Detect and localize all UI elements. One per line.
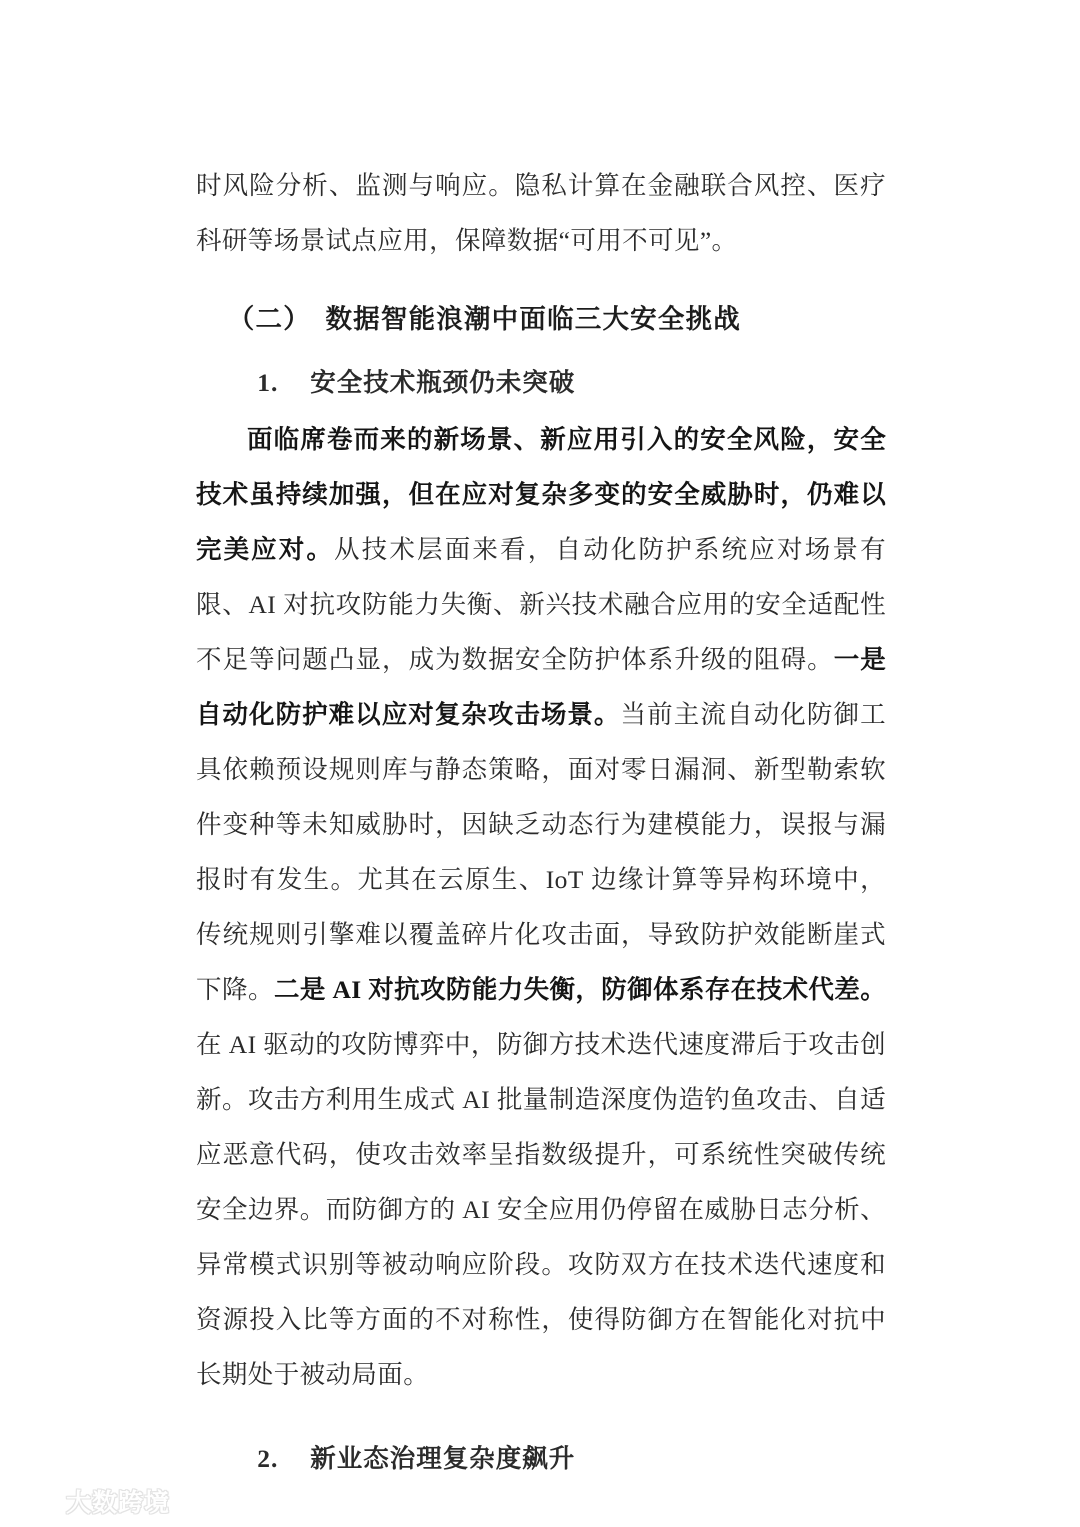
watermark-logo-icon: [18, 1487, 58, 1515]
paragraph-continued-text: 时风险分析、监测与响应。隐私计算在金融联合风控、医疗科研等场景试点应用，保障数据“可用不可见”。: [196, 171, 886, 255]
spacer: [196, 268, 886, 278]
section-heading: [196, 278, 886, 348]
paragraph-normal-run-3: 在 AI 驱动的攻防博弈中，防御方技术迭代速度滞后于攻击创新。攻击方利用生成式 AI 批量制造深度伪造钓鱼攻击、自适应恶意代码，使攻击效率呈指数级提升，可系统性突破传统安全边界。而防御方的 AI 安全应用仍停留在威胁日志分析、异常模式识别等被动响应阶段。攻防双方在技术迭代速度和资源投入比等方面的不对称性，使得防御方在智能化对抗中长期处于被动局面。: [196, 1030, 886, 1389]
paragraph-bold-run-2: 一是自动化防护难以应对复杂攻击场景。: [196, 645, 886, 729]
subsection-heading-2-number: 2.: [257, 1444, 279, 1473]
section-heading-title: 数据智能浪潮中面临三大安全挑战: [325, 304, 741, 334]
page-content: [196, 158, 886, 1488]
subsection-heading-1: [196, 348, 886, 412]
watermark: [18, 1483, 170, 1519]
subsection-heading-1-number: 1.: [257, 368, 279, 397]
subsection-heading-2-title: 新业态治理复杂度飙升: [310, 1444, 576, 1473]
paragraph-continued: [196, 158, 886, 268]
paragraph-bold-run-3: 二是 AI 对抗攻防能力失衡，防御体系存在技术代差。: [273, 975, 887, 1004]
subsection-heading-1-title: 安全技术瓶颈仍未突破: [310, 368, 576, 397]
subsection-heading-2: [196, 1424, 886, 1488]
paragraph-body-1: [196, 412, 886, 1402]
section-heading-label: （二）: [227, 304, 311, 334]
spacer: [196, 1402, 886, 1424]
watermark-text: 大数跨境: [66, 1489, 171, 1517]
paragraph-normal-run-1: 从技术层面来看，自动化防护系统应对场景有限、AI 对抗攻防能力失衡、新兴技术融合应用的安全适配性不足等问题凸显，成为数据安全防护体系升级的阻碍。: [196, 535, 886, 674]
paragraph-normal-run-2: 当前主流自动化防御工具依赖预设规则库与静态策略，面对零日漏洞、新型勒索软件变种等未知威胁时，因缺乏动态行为建模能力，误报与漏报时有发生。尤其在云原生、IoT 边缘计算等异构环境中，传统规则引擎难以覆盖碎片化攻击面，导致防护效能断崖式下降。: [196, 700, 886, 1004]
paragraph-bold-run-1: 面临席卷而来的新场景、新应用引入的安全风险，安全技术虽持续加强，但在应对复杂多变的安全威胁时，仍难以完美应对。: [196, 425, 886, 564]
